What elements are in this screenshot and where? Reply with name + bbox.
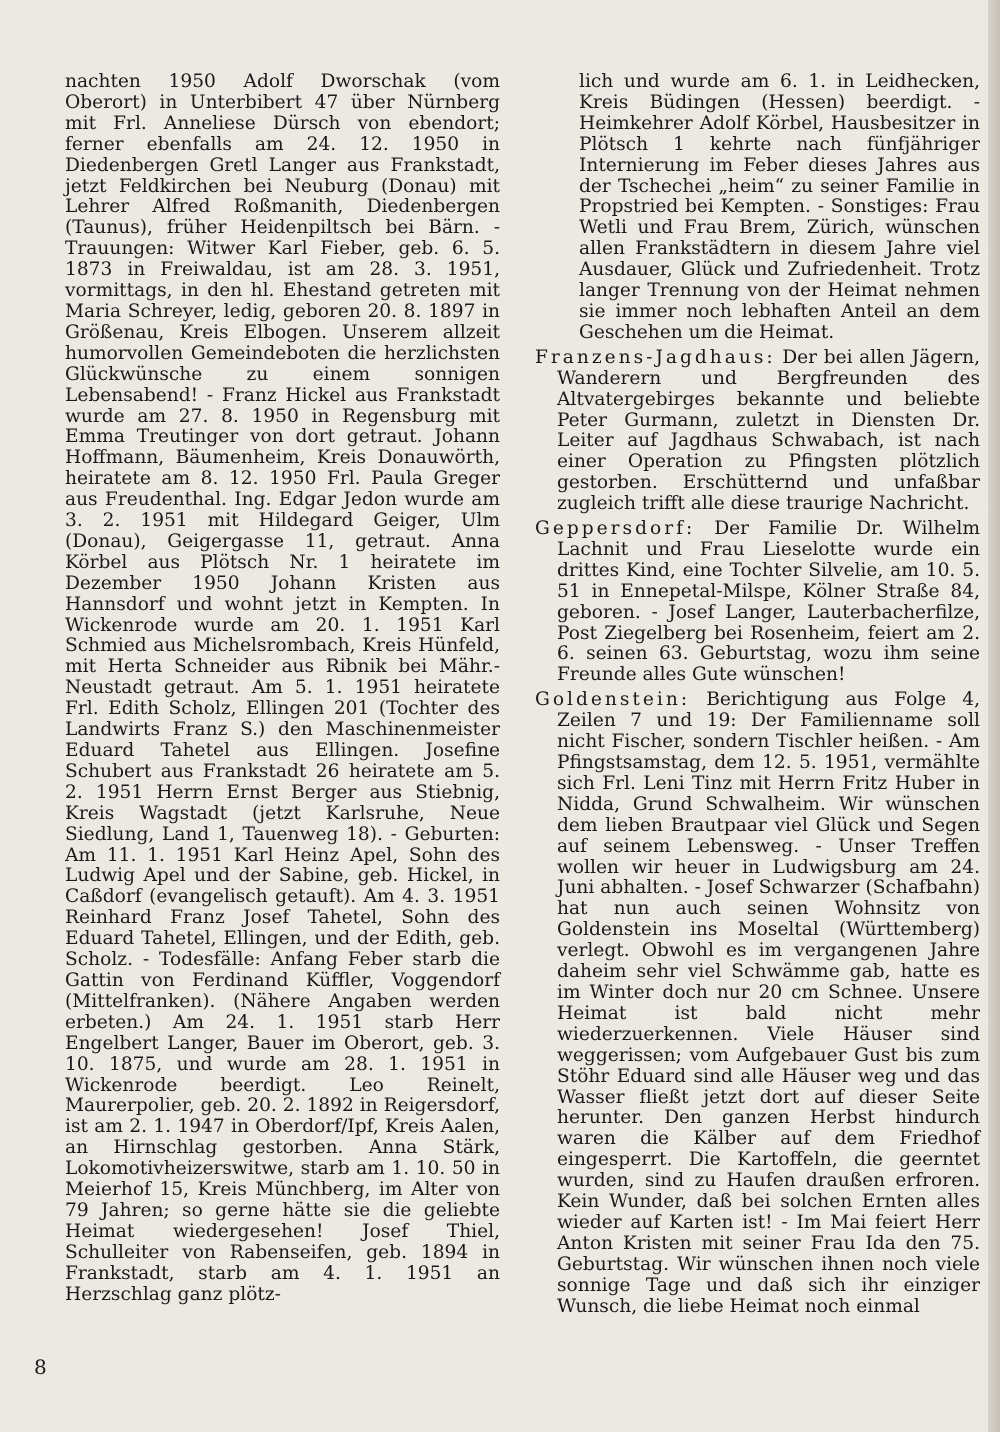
right-paragraph-1: lich und wurde am 6. 1. in Leidhecken, Kreis Büdingen (Hessen) beerdigt. - Heimkehrer Adolf Körbel, Hausbesitzer in Plötsch 1 kehrte nach fünfjähriger Internierung im Feber dieses Jahres aus der Tschechei „heim“ zu seiner Familie in Propstried bei Kempten. - Sonstiges: Frau Wetli und Frau Brem, Zürich, wünschen allen Frankstädtern in diesem Jahre viel Ausdauer, Glück und Zufriedenheit. Trotz langer Trennung von der Heimat nehmen sie immer noch lebhaften Anteil an dem Geschehen um die Heimat. xyxy=(579,71,980,343)
page-edge xyxy=(988,0,1000,1432)
page-number: 8 xyxy=(34,1355,47,1379)
right-paragraph-geppersdorf xyxy=(535,518,980,686)
left-paragraph: nachten 1950 Adolf Dworschak (vom Oberort) in Unterbibert 47 über Nürnberg mit Frl. Anneliese Dürsch von ebendort; ferner ebenfalls am 24. 12. 1950 in Diedenbergen Gretl Langer aus Frankstadt, jetzt Feldkirchen bei Neuburg (Donau) mit Lehrer Alfred Roßmanith, Diedenbergen (Taunus), früher Heidenpiltsch bei Bärn. - Trauungen: Witwer Karl Fieber, geb. 6. 5. 1873 in Freiwaldau, ist am 28. 3. 1951, vormittags, in den hl. Ehestand getreten mit Maria Schreyer, ledig, geboren 20. 8. 1897 in Größenau, Kreis Elbogen. Unserem allzeit humorvollen Gemeindeboten die herzlichsten Glückwünsche zu einem sonnigen Lebensabend! - Franz Hickel aus Frankstadt wurde am 27. 8. 1950 in Regensburg mit Emma Treutinger von dort getraut. Johann Hoffmann, Bäumenheim, Kreis Donauwörth, heiratete am 8. 12. 1950 Frl. Paula Greger aus Freudenthal. Ing. Edgar Jedon wurde am 3. 2. 1951 mit Hildegard Geiger, Ulm (Donau), Geigergasse 11, getraut. Anna Körbel aus Plötsch Nr. 1 heiratete im Dezember 1950 Johann Kristen aus Hannsdorf und wohnt jetzt in Kempten. In Wickenrode wurde am 20. 1. 1951 Karl Schmied aus Michelsrombach, Kreis Hünfeld, mit Herta Schneider aus Ribnik bei Mähr.-Neustadt getraut. Am 5. 1. 1951 heiratete Frl. Edith Scholz, Ellingen 201 (Tochter des Landwirts Franz S.) den Maschinenmeister Eduard Tahetel aus Ellingen. Josefine Schubert aus Frankstadt 26 heiratete am 5. 2. 1951 Herrn Ernst Berger aus Stiebnig, Kreis Wagstadt (jetzt Karlsruhe, Neue Siedlung, Land 1, Tauenweg 18). - Geburten: Am 11. 1. 1951 Karl Heinz Apel, Sohn des Ludwig Apel und der Sabine, geb. Hickel, in Caßdorf (evangelisch getauft). Am 4. 3. 1951 Reinhard Franz Josef Tahetel, Sohn des Eduard Tahetel, Ellingen, und der Edith, geb. Scholz. - Todesfälle: Anfang Feber starb die Gattin von Ferdinand Küffler, Voggendorf (Mittelfranken). (Nähere Angaben werden erbeten.) Am 24. 1. 1951 starb Herr Engelbert Langer, Bauer im Oberort, geb. 3. 10. 1875, und wurde am 28. 1. 1951 in Wickenrode beerdigt. Leo Reinelt, Maurerpolier, geb. 20. 2. 1892 in Reigersdorf, ist am 2. 1. 1947 in Oberdorf/Ipf, Kreis Aalen, an Hirnschlag gestorben. Anna Stärk, Lokomotivheizerswitwe, starb am 1. 10. 50 in Meierhof 15, Kreis Münchberg, im Alter von 79 Jahren; so gerne hätte sie die geliebte Heimat wiedergesehen! Josef Thiel, Schulleiter von Rabenseifen, geb. 1894 in Frankstadt, starb am 4. 1. 1951 an Herzschlag ganz plötz- xyxy=(65,71,500,1305)
right-paragraph-franzens-jagdhaus xyxy=(535,346,980,515)
place-heading-franzens-jagdhaus: Franzens-Jagdhaus: xyxy=(535,346,776,368)
right-column xyxy=(535,71,980,1317)
paragraph-body: Der bei allen Jägern, Wanderern und Bergfreunden des Altvatergebirges bekannte und beliebte Peter Gurmann, zuletzt in Diensten Dr. Leiter auf Jagdhaus Schwabach, ist nach einer Operation zu Pfingsten plötzlich gestorben. Erschütternd und unfaßbar zugleich trifft alle diese traurige Nachricht. xyxy=(557,346,980,515)
left-column xyxy=(65,72,500,1305)
paragraph-body: Berichtigung aus Folge 4, Zeilen 7 und 19: Der Familienname soll nicht Fischer, sondern Tischler heißen. - Am Pfingstsamstag, dem 12. 5. 1951, vermählte sich Frl. Leni Tinz mit Herrn Fritz Huber in Nidda, Grund Schwalheim. Wir wünschen dem lieben Brautpaar viel Glück und Segen auf seinem Lebensweg. - Unser Treffen wollen wir heuer in Ludwigsburg am 24. Juni abhalten. - Josef Schwarzer (Schafbahn) hat nun auch seinen Wohnsitz von Goldenstein ins Moseltal (Württemberg) verlegt. Obwohl es im vergangenen Jahre daheim sehr viel Schwämme gab, hatte es im Winter doch nur 20 cm Schnee. Unsere Heimat ist bald nicht mehr wiederzuerkennen. Viele Häuser sind weggerissen; vom Aufgebauer Gust bis zum Stöhr Eduard sind alle Häuser weg und das Wasser fließt jetzt dort auf dieser Seite herunter. Den ganzen Herbst hindurch waren die Kälber auf dem Friedhof eingesperrt. Die Kartoffeln, die geerntet wurden, sind zu Haufen draußen erfroren. Kein Wunder, daß bei solchen Ernten alles wieder auf Karten ist! - Im Mai feiert Herr Anton Kristen mit seiner Frau Ida den 75. Geburtstag. Wir wünschen ihnen noch viele sonnige Tage und daß sich ihr einziger Wunsch, die liebe Heimat noch einmal xyxy=(557,689,980,1317)
place-heading-goldenstein: Goldenstein: xyxy=(535,689,691,711)
place-heading-geppersdorf: Geppersdorf: xyxy=(535,518,696,540)
paragraph-body: Der Familie Dr. Wilhelm Lachnit und Frau Lieselotte wurde ein drittes Kind, eine Tochter Silvelie, am 10. 5. 51 in Ennepetal-Milspe, Kölner Straße 84, geboren. - Josef Langer, Lauterbacherfilze, Post Ziegelberg bei Rosenheim, feiert am 2. 6. seinen 63. Geburtstag, wozu ihm seine Freunde alles Gute wünschen! xyxy=(557,518,980,686)
right-paragraph-goldenstein xyxy=(535,689,980,1317)
